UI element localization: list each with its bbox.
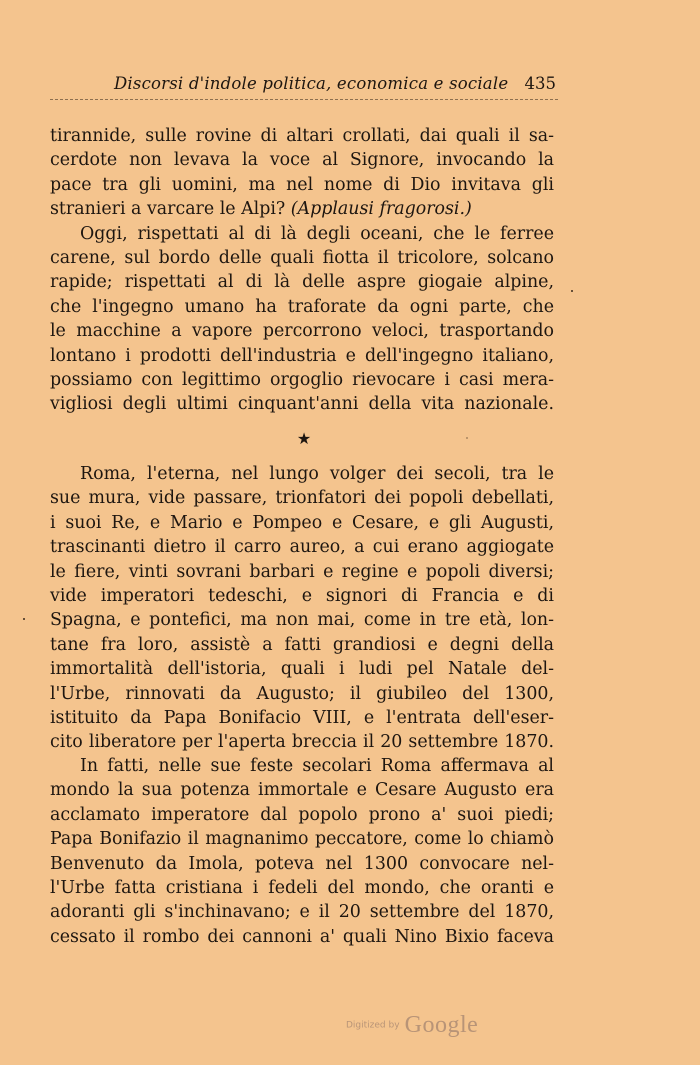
header-rule <box>50 99 558 100</box>
google-logo: Google <box>404 1012 479 1038</box>
text-line: acclamato imperatore dal popolo prono a' suoi piedi; <box>50 804 554 825</box>
text-line <box>50 197 554 221</box>
text-line: In fatti, nelle sue feste secolari Roma affermava al <box>80 756 554 776</box>
text-line: le fiere, vinti sovrani barbari e regine e popoli diversi; <box>50 561 554 582</box>
text-line: lontano i prodotti dell'industria e dell'ingegno italiano, <box>50 345 554 366</box>
text-line: Spagna, e pontefici, ma non mai, come in tre età, lon- <box>50 610 554 631</box>
ink-speck <box>466 437 468 439</box>
digitized-watermark <box>346 1012 478 1039</box>
text-line: cerdote non levava la voce al Signore, invocando la <box>50 150 554 171</box>
text-line: le macchine a vapore percorrono veloci, trasportando <box>50 321 554 342</box>
text-line: adoranti gli s'inchinavano; e il 20 settembre del 1870, <box>50 902 554 923</box>
text-line: sue mura, vide passare, trionfatori dei popoli debellati, <box>50 488 554 509</box>
paragraph-4 <box>50 754 554 949</box>
text-line: Roma, l'eterna, nel lungo volger dei secoli, tra le <box>80 464 554 484</box>
text-line: cessato il rombo dei cannoni a' quali Nino Bixio faceva <box>50 926 554 947</box>
text-line: istituito da Papa Bonifacio VIII, e l'entrata dell'eser- <box>50 707 554 728</box>
text-line: vigliosi degli ultimi cinquant'anni della vita nazionale. <box>50 394 554 415</box>
text-line: rapide; rispettati al di là delle aspre giogaie alpine, <box>50 272 554 293</box>
watermark-prefix: Digitized by <box>346 1020 400 1031</box>
running-header <box>50 74 558 98</box>
text-line: tane fra loro, assistè a fatti grandiosi e degni della <box>50 634 554 655</box>
text-line-content: stranieri a varcare le Alpi? <box>50 199 286 220</box>
text-line: Papa Bonifazio il magnanimo peccatore, come lo chiamò <box>50 829 554 850</box>
ink-speck <box>23 618 25 620</box>
paragraph-1 <box>50 124 554 417</box>
applause-note: (Applausi fragorosi.) <box>290 199 472 220</box>
paragraph-3 <box>50 462 554 755</box>
section-separator-star-icon: ★ <box>296 429 312 448</box>
text-line: tirannide, sulle rovine di altari crollati, dai quali il sa- <box>50 126 554 146</box>
text-line: Oggi, rispettati al di là degli oceani, che le ferree <box>80 223 554 244</box>
text-line: cito liberatore per l'aperta breccia il 20 settembre 1870. <box>50 732 554 753</box>
running-title: Discorsi d'indole politica, economica e sociale <box>114 74 509 93</box>
text-line: immortalità dell'istoria, quali i ludi pel Natale del- <box>50 659 554 680</box>
text-line: possiamo con legittimo orgoglio rievocare i casi mera- <box>50 369 554 390</box>
text-line: vide imperatori tedeschi, e signori di Francia e di <box>50 585 554 606</box>
text-line: l'Urbe, rinnovati da Augusto; il giubileo del 1300, <box>50 683 554 704</box>
text-line: che l'ingegno umano ha traforate da ogni parte, che <box>50 296 554 317</box>
text-line: l'Urbe fatta cristiana i fedeli del mondo, che oranti e <box>50 877 554 898</box>
text-line: i suoi Re, e Mario e Pompeo e Cesare, e gli Augusti, <box>50 512 554 533</box>
text-line: mondo la sua potenza immortale e Cesare Augusto era <box>50 780 554 801</box>
text-line: pace tra gli uomini, ma nel nome di Dio invitava gli <box>50 174 554 195</box>
text-line: carene, sul bordo delle quali fiotta il tricolore, solcano <box>50 247 554 268</box>
text-line: trascinanti dietro il carro aureo, a cui erano aggiogate <box>50 537 554 558</box>
ink-speck <box>571 290 573 292</box>
text-line: Benvenuto da Imola, poteva nel 1300 convocare nel- <box>50 853 554 874</box>
page-number: 435 <box>524 74 556 93</box>
